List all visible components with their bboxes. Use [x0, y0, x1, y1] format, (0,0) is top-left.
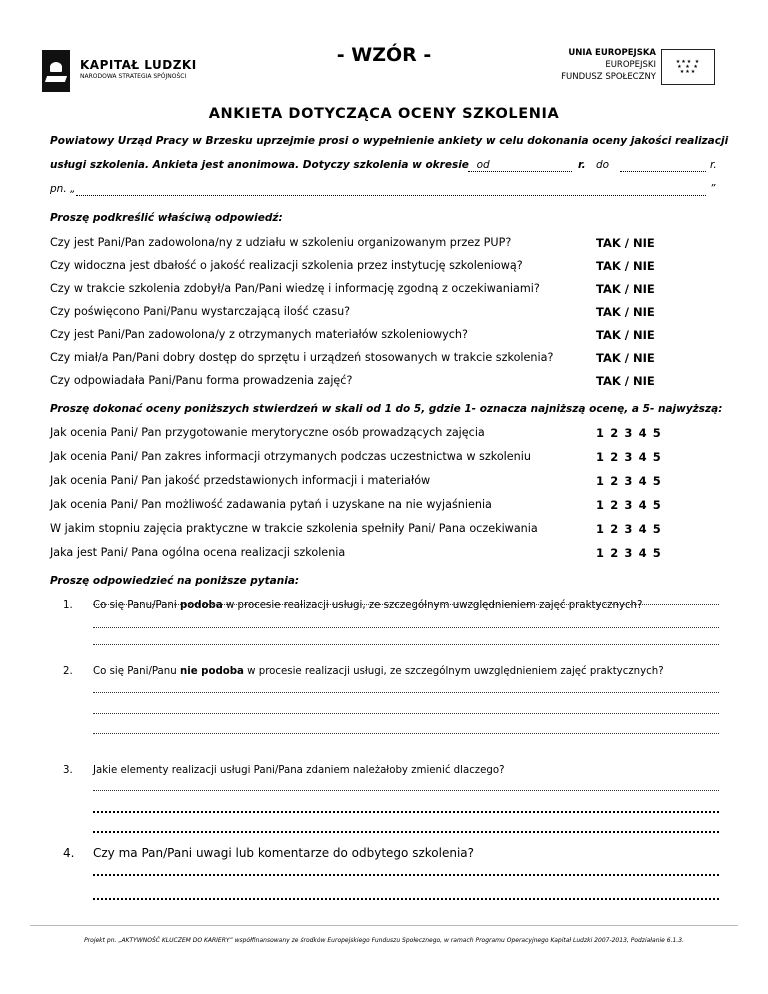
answer-line[interactable] [93, 604, 719, 605]
yes-no-answer[interactable]: TAK / NIE [596, 236, 655, 250]
open-question-emphasis: podoba [179, 600, 223, 611]
yes-no-answer[interactable]: TAK / NIE [596, 305, 655, 319]
eu-logo [530, 47, 720, 95]
answer-line[interactable] [93, 692, 719, 693]
open-question-pre: Co się Panu/Pani [93, 600, 180, 611]
answer-line[interactable] [93, 874, 719, 876]
open-question-text: Czy ma Pan/Pani uwagi lub komentarze do odbytego szkolenia? [93, 846, 474, 860]
template-marker: - WZÓR - [336, 44, 432, 66]
answer-line[interactable] [93, 790, 719, 791]
answer-line[interactable] [93, 644, 719, 645]
open-question-text [93, 666, 664, 677]
answer-line[interactable] [93, 733, 719, 734]
yes-no-question: Czy w trakcie szkolenia zdobył/a Pan/Pani wiedzę i informację zgodną z oczekiwaniami? [50, 282, 540, 295]
section-3-heading: Proszę odpowiedzieć na poniższe pytania: [50, 575, 300, 587]
logo-title: KAPITAŁ LUDZKI [80, 58, 197, 72]
section-1-heading: Proszę podkreślić właściwą odpowiedź: [50, 212, 283, 224]
period-to-unit-text: r. [710, 159, 717, 171]
yes-no-question: Czy miał/a Pan/Pani dobry dostęp do sprzętu i urządzeń stosowanych w trakcie szkolenia? [50, 351, 554, 364]
yes-no-question: Czy odpowiadała Pani/Panu forma prowadzenia zajęć? [50, 374, 353, 387]
period-from-label: od [476, 159, 490, 171]
eu-line-3: FUNDUSZ SPOŁECZNY [561, 72, 656, 82]
section-2-heading: Proszę dokonać oceny poniższych stwierdzeń w skali od 1 do 5, gdzie 1- oznacza najniższą ocenę, a 5- najwyższą: [50, 403, 723, 415]
open-question-number: 1. [63, 600, 73, 611]
footer-note: Projekt pn. „AKTYWNOŚĆ KLUCZEM DO KARIERY” współfinansowany ze środków Europejskiego Funduszu Społecznego, w ramach Programu Operacyjnego Kapitał Ludzki 2007-2013, Podziałanie 6.1.3. [84, 937, 684, 944]
yes-no-question: Czy jest Pani/Pan zadowolona/ny z udziału w szkoleniu organizowanym przez PUP? [50, 236, 512, 249]
yes-no-answer[interactable]: TAK / NIE [596, 328, 655, 342]
open-question-number: 3. [63, 765, 73, 776]
yes-no-answer[interactable]: TAK / NIE [596, 374, 655, 388]
answer-line[interactable] [93, 898, 719, 900]
answer-line[interactable] [93, 627, 719, 628]
period-from-field[interactable] [468, 171, 572, 172]
yes-no-question: Czy jest Pani/Pan zadowolona/y z otrzymanych materiałów szkoleniowych? [50, 328, 468, 341]
period-to-label-text: do [596, 159, 610, 171]
open-question-pre: Co się Pani/Panu [93, 666, 180, 677]
intro-line-2 [50, 159, 722, 171]
eu-line-1: UNIA EUROPEJSKA [568, 48, 656, 58]
open-question-number: 2. [63, 666, 73, 677]
eu-line-2: EUROPEJSKI [605, 60, 656, 70]
training-name-field[interactable] [76, 195, 706, 196]
footer-divider [30, 925, 738, 926]
open-question-emphasis: nie podoba [179, 666, 244, 677]
rating-scale[interactable]: 12345 [596, 450, 668, 464]
rating-scale[interactable]: 12345 [596, 522, 668, 536]
yes-no-question: Czy widoczna jest dbałość o jakość realizacji szkolenia przez instytucję szkoleniową? [50, 259, 523, 272]
open-question-post: w procesie realizacji usługi, ze szczególnym uwzględnieniem zajęć praktycznych? [222, 600, 643, 611]
intro-line-1: Powiatowy Urząd Pracy w Brzesku uprzejmie prosi o wypełnienie ankiety w celu dokonania oceny jakości realizacji [50, 135, 729, 147]
page-title: ANKIETA DOTYCZĄCA OCENY SZKOLENIA [208, 106, 560, 122]
rating-scale[interactable]: 12345 [596, 498, 668, 512]
training-name-close-wrap [710, 183, 724, 195]
period-to-unit [710, 159, 724, 171]
open-question-text [93, 600, 642, 611]
eu-flag-icon: ★★★ ★ ★ ★ ★ ★★★ [661, 49, 715, 85]
open-question-text: Jakie elementy realizacji usługi Pani/Pana zdaniem należałoby zmienić dlaczego? [93, 765, 505, 776]
period-to-label [596, 159, 616, 171]
yes-no-answer[interactable]: TAK / NIE [596, 351, 655, 365]
rating-scale[interactable]: 12345 [596, 474, 668, 488]
yes-no-answer[interactable]: TAK / NIE [596, 282, 655, 296]
training-name-open: pn. „ [50, 183, 76, 195]
eu-logo-text [561, 47, 656, 83]
intro-line-2-text: usługi szkolenia. Ankieta jest anonimowa. Dotyczy szkolenia w okresie [50, 159, 469, 171]
rating-question: Jak ocenia Pani/ Pan przygotowanie merytoryczne osób prowadzących zajęcia [50, 426, 485, 439]
yes-no-question: Czy poświęcono Pani/Panu wystarczającą ilość czasu? [50, 305, 351, 318]
rating-scale[interactable]: 12345 [596, 546, 668, 560]
rating-question: Jaka jest Pani/ Pana ogólna ocena realizacji szkolenia [50, 546, 346, 559]
rating-question: Jak ocenia Pani/ Pan zakres informacji otrzymanych podczas uczestnictwa w szkoleniu [50, 450, 531, 463]
rating-scale[interactable]: 12345 [596, 426, 668, 440]
open-question-post: w procesie realizacji usługi, ze szczególnym uwzględnieniem zajęć praktycznych? [243, 666, 664, 677]
period-from-unit: r. [578, 159, 586, 171]
open-question-number: 4. [63, 846, 75, 860]
answer-line[interactable] [93, 831, 719, 833]
rating-question: W jakim stopniu zajęcia praktyczne w trakcie szkolenia spełniły Pani/ Pana oczekiwania [50, 522, 538, 535]
period-to-field[interactable] [620, 171, 706, 172]
training-name-label [50, 183, 90, 195]
answer-line[interactable] [93, 713, 719, 714]
yes-no-answer[interactable]: TAK / NIE [596, 259, 655, 273]
rating-question: Jak ocenia Pani/ Pan możliwość zadawania pytań i uzyskane na nie wyjaśnienia [50, 498, 492, 511]
answer-line[interactable] [93, 811, 719, 813]
rating-question: Jak ocenia Pani/ Pan jakość przedstawionych informacji i materiałów [50, 474, 431, 487]
training-name-close: ” [710, 183, 716, 195]
logo-subtitle: NARODOWA STRATEGIA SPÓJNOŚCI [80, 73, 187, 80]
